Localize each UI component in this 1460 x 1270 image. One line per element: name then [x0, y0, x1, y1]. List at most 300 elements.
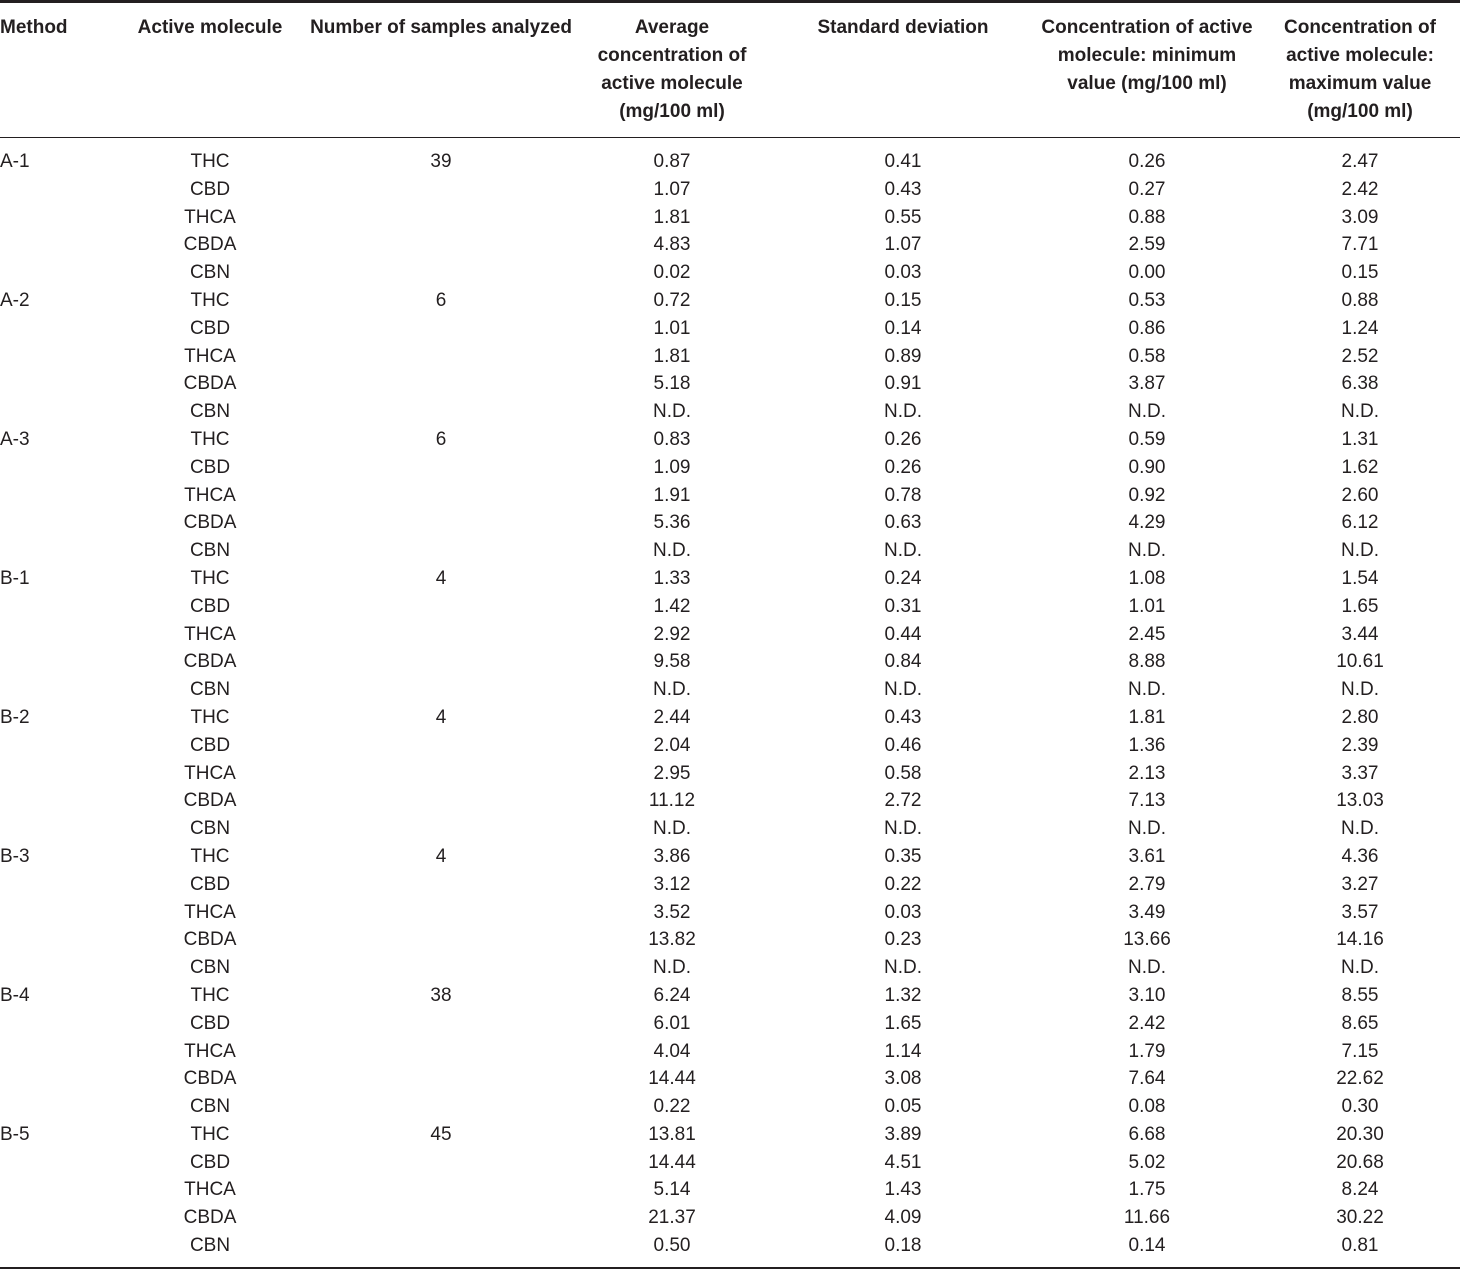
cell-minimum-value: 8.88: [1128, 651, 1166, 673]
cell-average-concentration: 1.07: [653, 178, 691, 200]
cell-maximum-value: N.D.: [1341, 540, 1379, 562]
cell-standard-deviation: 4.09: [884, 1207, 922, 1229]
cell-minimum-value: 0.08: [1128, 1096, 1166, 1118]
cell-number-of-samples: 4: [435, 845, 447, 867]
cell-standard-deviation: 0.43: [884, 178, 922, 200]
cell-minimum-value: 2.59: [1128, 234, 1166, 256]
cell-minimum-value: 11.66: [1123, 1207, 1171, 1229]
table-row: [0, 565, 1460, 593]
cell-standard-deviation: 1.14: [884, 1040, 922, 1062]
cell-minimum-value: 4.29: [1128, 512, 1166, 534]
cell-method: [0, 648, 110, 676]
cell-number-of-samples: [310, 815, 572, 843]
cell-active-molecule: THCA: [184, 623, 236, 645]
cell-maximum-value: 0.88: [1341, 289, 1379, 311]
cell-maximum-value: 2.47: [1341, 151, 1379, 172]
cell-average-concentration: N.D.: [653, 818, 691, 840]
cell-minimum-value: N.D.: [1128, 679, 1166, 701]
cell-standard-deviation: N.D.: [884, 957, 922, 979]
cell-average-concentration: 1.09: [653, 456, 691, 478]
cell-method: [0, 1149, 110, 1177]
table-row: [0, 704, 1460, 732]
cell-minimum-value: 2.42: [1128, 1012, 1166, 1034]
cell-active-molecule: CBDA: [183, 234, 237, 256]
cell-minimum-value: 0.26: [1128, 151, 1166, 172]
cell-method: B-5: [0, 1123, 30, 1145]
cell-standard-deviation: 0.03: [884, 901, 922, 923]
cell-number-of-samples: [310, 1065, 572, 1093]
cell-maximum-value: 3.57: [1341, 901, 1379, 923]
cell-average-concentration: N.D.: [653, 540, 691, 562]
cell-active-molecule: CBN: [189, 262, 231, 284]
cell-standard-deviation: 0.46: [884, 734, 922, 756]
cell-number-of-samples: 4: [435, 706, 447, 728]
cell-average-concentration: 2.04: [653, 734, 691, 756]
cell-standard-deviation: 0.55: [884, 206, 922, 228]
cell-average-concentration: 2.44: [653, 706, 691, 728]
cell-maximum-value: 3.09: [1341, 206, 1379, 228]
cell-minimum-value: 0.92: [1128, 484, 1166, 506]
cell-minimum-value: 13.66: [1123, 929, 1171, 951]
cell-method: [0, 1232, 110, 1270]
cell-method: B-4: [0, 984, 30, 1006]
cell-minimum-value: 0.00: [1128, 262, 1166, 284]
cell-active-molecule: THC: [190, 1123, 230, 1145]
cell-number-of-samples: 38: [430, 984, 452, 1006]
table-row: [0, 1149, 1460, 1177]
cell-standard-deviation: 0.05: [884, 1096, 922, 1118]
header-maximum-value: Concentration of active molecule: maximum value (mg/100 ml): [1260, 3, 1460, 138]
table-row: [0, 537, 1460, 565]
cell-minimum-value: 1.36: [1128, 734, 1166, 756]
cell-average-concentration: 0.22: [653, 1096, 691, 1118]
cell-active-molecule: CBN: [189, 540, 231, 562]
cell-maximum-value: 2.42: [1341, 178, 1379, 200]
cell-number-of-samples: [310, 204, 572, 232]
table-row: [0, 204, 1460, 232]
cell-maximum-value: 1.65: [1341, 595, 1379, 617]
cell-average-concentration: 3.12: [653, 873, 691, 895]
cell-active-molecule: CBDA: [183, 373, 237, 395]
cell-maximum-value: 4.36: [1341, 845, 1379, 867]
cell-maximum-value: 3.27: [1341, 873, 1379, 895]
table-row: [0, 1038, 1460, 1066]
cell-minimum-value: 6.68: [1128, 1123, 1166, 1145]
cell-standard-deviation: 0.23: [884, 929, 922, 951]
table-row: [0, 176, 1460, 204]
cell-method: [0, 676, 110, 704]
cell-method: B-2: [0, 706, 30, 728]
table-row: [0, 259, 1460, 287]
cell-standard-deviation: 0.44: [884, 623, 922, 645]
cell-minimum-value: 0.88: [1128, 206, 1166, 228]
cell-maximum-value: 0.30: [1341, 1096, 1379, 1118]
cell-average-concentration: 1.81: [653, 345, 691, 367]
cell-standard-deviation: 0.89: [884, 345, 922, 367]
cell-method: [0, 1038, 110, 1066]
cell-minimum-value: 0.53: [1128, 289, 1166, 311]
cell-maximum-value: N.D.: [1341, 679, 1379, 701]
cell-minimum-value: 3.87: [1128, 373, 1166, 395]
cell-method: [0, 482, 110, 510]
cell-minimum-value: 7.64: [1128, 1068, 1166, 1090]
table-row: [0, 454, 1460, 482]
cell-maximum-value: 13.03: [1336, 790, 1384, 812]
cell-method: [0, 815, 110, 843]
cell-method: [0, 204, 110, 232]
cell-number-of-samples: [310, 509, 572, 537]
table-row: [0, 648, 1460, 676]
cell-average-concentration: 5.18: [653, 373, 691, 395]
cell-active-molecule: CBDA: [183, 1068, 237, 1090]
cell-minimum-value: 0.58: [1128, 345, 1166, 367]
cell-average-concentration: 3.86: [653, 845, 691, 867]
cell-active-molecule: THCA: [184, 484, 236, 506]
cell-active-molecule: CBDA: [183, 790, 237, 812]
cell-method: [0, 1065, 110, 1093]
cell-active-molecule: CBD: [189, 734, 231, 756]
cell-method: [0, 1010, 110, 1038]
cell-active-molecule: CBN: [189, 818, 231, 840]
cell-number-of-samples: [310, 621, 572, 649]
table-row: [0, 899, 1460, 927]
cell-active-molecule: CBDA: [183, 929, 237, 951]
cell-maximum-value: 3.37: [1341, 762, 1379, 784]
cell-number-of-samples: [310, 1149, 572, 1177]
table-row: [0, 1010, 1460, 1038]
cell-average-concentration: 1.42: [653, 595, 691, 617]
cell-maximum-value: 8.24: [1341, 1179, 1379, 1201]
cell-maximum-value: 2.39: [1341, 734, 1379, 756]
cell-minimum-value: 1.75: [1128, 1179, 1166, 1201]
cell-average-concentration: 11.12: [648, 790, 696, 812]
cell-method: [0, 370, 110, 398]
table-row: [0, 982, 1460, 1010]
cell-average-concentration: 3.52: [653, 901, 691, 923]
cell-standard-deviation: 1.32: [884, 984, 922, 1006]
cell-number-of-samples: [310, 482, 572, 510]
cell-standard-deviation: 0.91: [884, 373, 922, 395]
table-row: [0, 1065, 1460, 1093]
cell-number-of-samples: 6: [435, 289, 447, 311]
cell-maximum-value: 14.16: [1336, 929, 1384, 951]
cell-average-concentration: 0.87: [653, 151, 691, 172]
cell-number-of-samples: [310, 954, 572, 982]
table-row: [0, 426, 1460, 454]
cell-number-of-samples: [310, 1093, 572, 1121]
cell-minimum-value: N.D.: [1128, 957, 1166, 979]
cell-active-molecule: CBD: [189, 1151, 231, 1173]
cell-active-molecule: CBN: [189, 1235, 231, 1257]
cell-average-concentration: 2.92: [653, 623, 691, 645]
table-row: [0, 1232, 1460, 1270]
cell-average-concentration: 0.50: [653, 1235, 691, 1257]
cell-average-concentration: 1.81: [653, 206, 691, 228]
cell-minimum-value: 0.86: [1128, 317, 1166, 339]
cell-number-of-samples: [310, 454, 572, 482]
cell-minimum-value: 0.14: [1128, 1235, 1166, 1257]
table-row: [0, 287, 1460, 315]
cell-maximum-value: 7.71: [1341, 234, 1379, 256]
cell-standard-deviation: 0.35: [884, 845, 922, 867]
cell-minimum-value: 3.49: [1128, 901, 1166, 923]
cell-maximum-value: 6.12: [1341, 512, 1379, 534]
cell-active-molecule: CBDA: [183, 512, 237, 534]
cell-standard-deviation: 3.89: [884, 1123, 922, 1145]
cell-maximum-value: 1.62: [1341, 456, 1379, 478]
cell-method: [0, 231, 110, 259]
cell-method: A-3: [0, 428, 30, 450]
cell-method: [0, 954, 110, 982]
cell-standard-deviation: 0.63: [884, 512, 922, 534]
cell-average-concentration: 0.83: [653, 428, 691, 450]
cell-number-of-samples: 4: [435, 567, 447, 589]
table-row: [0, 871, 1460, 899]
cell-active-molecule: THC: [190, 289, 230, 311]
cell-number-of-samples: 45: [430, 1123, 452, 1145]
table-row: [0, 787, 1460, 815]
cell-maximum-value: 1.24: [1341, 317, 1379, 339]
cell-method: [0, 760, 110, 788]
cell-active-molecule: THCA: [184, 345, 236, 367]
cell-maximum-value: 8.65: [1341, 1012, 1379, 1034]
cell-standard-deviation: 0.26: [884, 456, 922, 478]
cell-number-of-samples: [310, 259, 572, 287]
cell-active-molecule: THCA: [184, 1040, 236, 1062]
cell-active-molecule: THCA: [184, 901, 236, 923]
cell-maximum-value: 30.22: [1336, 1207, 1384, 1229]
cell-maximum-value: 10.61: [1336, 651, 1384, 673]
cell-maximum-value: 22.62: [1336, 1068, 1384, 1090]
cell-average-concentration: 6.24: [653, 984, 691, 1006]
cell-maximum-value: 2.52: [1341, 345, 1379, 367]
cell-standard-deviation: 1.07: [884, 234, 922, 256]
cell-minimum-value: N.D.: [1128, 401, 1166, 423]
cell-number-of-samples: [310, 398, 572, 426]
cell-maximum-value: 0.81: [1341, 1235, 1379, 1257]
cell-number-of-samples: [310, 1204, 572, 1232]
cell-minimum-value: 1.08: [1128, 567, 1166, 589]
cell-active-molecule: CBDA: [183, 651, 237, 673]
cell-method: [0, 176, 110, 204]
cell-active-molecule: CBD: [189, 1012, 231, 1034]
table-row: [0, 954, 1460, 982]
cell-average-concentration: 13.82: [648, 929, 696, 951]
cell-minimum-value: 2.45: [1128, 623, 1166, 645]
cell-minimum-value: 2.79: [1128, 873, 1166, 895]
cell-active-molecule: CBN: [189, 401, 231, 423]
table-row: [0, 138, 1460, 176]
cell-standard-deviation: 0.58: [884, 762, 922, 784]
cell-active-molecule: THCA: [184, 762, 236, 784]
cell-active-molecule: CBD: [189, 178, 231, 200]
header-row: [0, 3, 1460, 138]
cell-maximum-value: 2.60: [1341, 484, 1379, 506]
cell-number-of-samples: [310, 899, 572, 927]
cell-maximum-value: 8.55: [1341, 984, 1379, 1006]
cell-average-concentration: 5.14: [653, 1179, 691, 1201]
cell-active-molecule: CBD: [189, 873, 231, 895]
cell-number-of-samples: [310, 343, 572, 371]
table-row: [0, 676, 1460, 704]
cell-minimum-value: N.D.: [1128, 818, 1166, 840]
cell-minimum-value: 1.81: [1128, 706, 1166, 728]
cell-active-molecule: CBD: [189, 317, 231, 339]
cell-method: [0, 593, 110, 621]
cell-active-molecule: THCA: [184, 206, 236, 228]
cell-standard-deviation: N.D.: [884, 401, 922, 423]
header-active-molecule: Active molecule: [110, 3, 310, 138]
cell-active-molecule: THC: [190, 984, 230, 1006]
cell-number-of-samples: [310, 1176, 572, 1204]
cell-maximum-value: N.D.: [1341, 818, 1379, 840]
cell-number-of-samples: [310, 593, 572, 621]
cell-number-of-samples: [310, 1038, 572, 1066]
cell-standard-deviation: 1.43: [884, 1179, 922, 1201]
cell-active-molecule: THC: [190, 567, 230, 589]
cell-method: B-1: [0, 567, 30, 589]
table-row: [0, 760, 1460, 788]
cell-average-concentration: N.D.: [653, 401, 691, 423]
cell-number-of-samples: [310, 370, 572, 398]
cell-number-of-samples: [310, 926, 572, 954]
cell-average-concentration: 4.83: [653, 234, 691, 256]
cell-standard-deviation: 0.26: [884, 428, 922, 450]
cell-active-molecule: THCA: [184, 1179, 236, 1201]
cell-minimum-value: 0.27: [1128, 178, 1166, 200]
cell-number-of-samples: [310, 231, 572, 259]
cell-maximum-value: 7.15: [1341, 1040, 1379, 1062]
cell-number-of-samples: 39: [430, 151, 452, 172]
cell-method: [0, 343, 110, 371]
cell-active-molecule: CBD: [189, 456, 231, 478]
cell-average-concentration: N.D.: [653, 679, 691, 701]
cell-average-concentration: N.D.: [653, 957, 691, 979]
cell-average-concentration: 13.81: [648, 1123, 696, 1145]
table-body: [0, 138, 1460, 1270]
cell-average-concentration: 1.91: [653, 484, 691, 506]
cell-method: [0, 259, 110, 287]
cell-average-concentration: 6.01: [653, 1012, 691, 1034]
cell-maximum-value: 20.68: [1336, 1151, 1384, 1173]
table-row: [0, 509, 1460, 537]
cell-method: A-2: [0, 289, 30, 311]
header-minimum-value: Concentration of active molecule: minimum value (mg/100 ml): [1034, 3, 1260, 138]
cell-average-concentration: 4.04: [653, 1040, 691, 1062]
table-row: [0, 1093, 1460, 1121]
cell-maximum-value: 20.30: [1336, 1123, 1384, 1145]
header-method: Method: [0, 3, 110, 138]
table-row: [0, 398, 1460, 426]
cell-active-molecule: CBN: [189, 957, 231, 979]
cell-number-of-samples: [310, 871, 572, 899]
cell-standard-deviation: 0.14: [884, 317, 922, 339]
cell-maximum-value: 1.31: [1341, 428, 1379, 450]
table-row: [0, 732, 1460, 760]
cell-standard-deviation: 0.31: [884, 595, 922, 617]
header-standard-deviation: Standard deviation: [772, 3, 1034, 138]
cell-standard-deviation: 1.65: [884, 1012, 922, 1034]
cell-active-molecule: CBN: [189, 1096, 231, 1118]
cell-minimum-value: 1.79: [1128, 1040, 1166, 1062]
cell-method: [0, 454, 110, 482]
cell-method: [0, 899, 110, 927]
cell-standard-deviation: 0.84: [884, 651, 922, 673]
cell-method: A-1: [0, 151, 30, 172]
table-row: [0, 370, 1460, 398]
cell-method: [0, 787, 110, 815]
cell-minimum-value: 7.13: [1128, 790, 1166, 812]
cell-number-of-samples: [310, 1010, 572, 1038]
cell-minimum-value: 3.61: [1128, 845, 1166, 867]
cell-maximum-value: 6.38: [1341, 373, 1379, 395]
cell-method: [0, 1204, 110, 1232]
cell-average-concentration: 2.95: [653, 762, 691, 784]
cell-active-molecule: CBDA: [183, 1207, 237, 1229]
table-row: [0, 315, 1460, 343]
cell-number-of-samples: [310, 648, 572, 676]
cell-standard-deviation: N.D.: [884, 540, 922, 562]
cell-number-of-samples: [310, 537, 572, 565]
cell-active-molecule: THC: [190, 151, 230, 172]
cell-average-concentration: 5.36: [653, 512, 691, 534]
cell-standard-deviation: 0.24: [884, 567, 922, 589]
table-row: [0, 621, 1460, 649]
table-row: [0, 926, 1460, 954]
cell-standard-deviation: N.D.: [884, 679, 922, 701]
cell-method: [0, 398, 110, 426]
cell-number-of-samples: [310, 176, 572, 204]
cell-method: [0, 1176, 110, 1204]
table-row: [0, 231, 1460, 259]
cell-minimum-value: 2.13: [1128, 762, 1166, 784]
cell-method: [0, 732, 110, 760]
cell-minimum-value: 1.01: [1128, 595, 1166, 617]
cell-standard-deviation: 0.15: [884, 289, 922, 311]
cell-number-of-samples: [310, 787, 572, 815]
cell-standard-deviation: 0.43: [884, 706, 922, 728]
cell-minimum-value: N.D.: [1128, 540, 1166, 562]
cell-standard-deviation: 0.41: [884, 151, 922, 172]
cell-method: [0, 315, 110, 343]
cell-number-of-samples: [310, 760, 572, 788]
cell-number-of-samples: [310, 315, 572, 343]
cell-average-concentration: 9.58: [653, 651, 691, 673]
cell-active-molecule: THC: [190, 845, 230, 867]
cell-method: [0, 621, 110, 649]
header-number-of-samples: Number of samples analyzed: [310, 3, 572, 138]
cell-maximum-value: 1.54: [1341, 567, 1379, 589]
cell-method: [0, 926, 110, 954]
cell-average-concentration: 0.72: [653, 289, 691, 311]
cell-standard-deviation: 0.22: [884, 873, 922, 895]
bottom-rule: [0, 1267, 1460, 1269]
table-row: [0, 843, 1460, 871]
table-row: [0, 1121, 1460, 1149]
cell-method: B-3: [0, 845, 30, 867]
cell-minimum-value: 3.10: [1128, 984, 1166, 1006]
cell-average-concentration: 14.44: [648, 1068, 696, 1090]
cell-standard-deviation: N.D.: [884, 818, 922, 840]
table-row: [0, 482, 1460, 510]
cell-active-molecule: CBD: [189, 595, 231, 617]
cell-standard-deviation: 0.03: [884, 262, 922, 284]
cell-method: [0, 509, 110, 537]
cell-method: [0, 871, 110, 899]
cell-method: [0, 537, 110, 565]
cell-active-molecule: THC: [190, 706, 230, 728]
cell-average-concentration: 0.02: [653, 262, 691, 284]
